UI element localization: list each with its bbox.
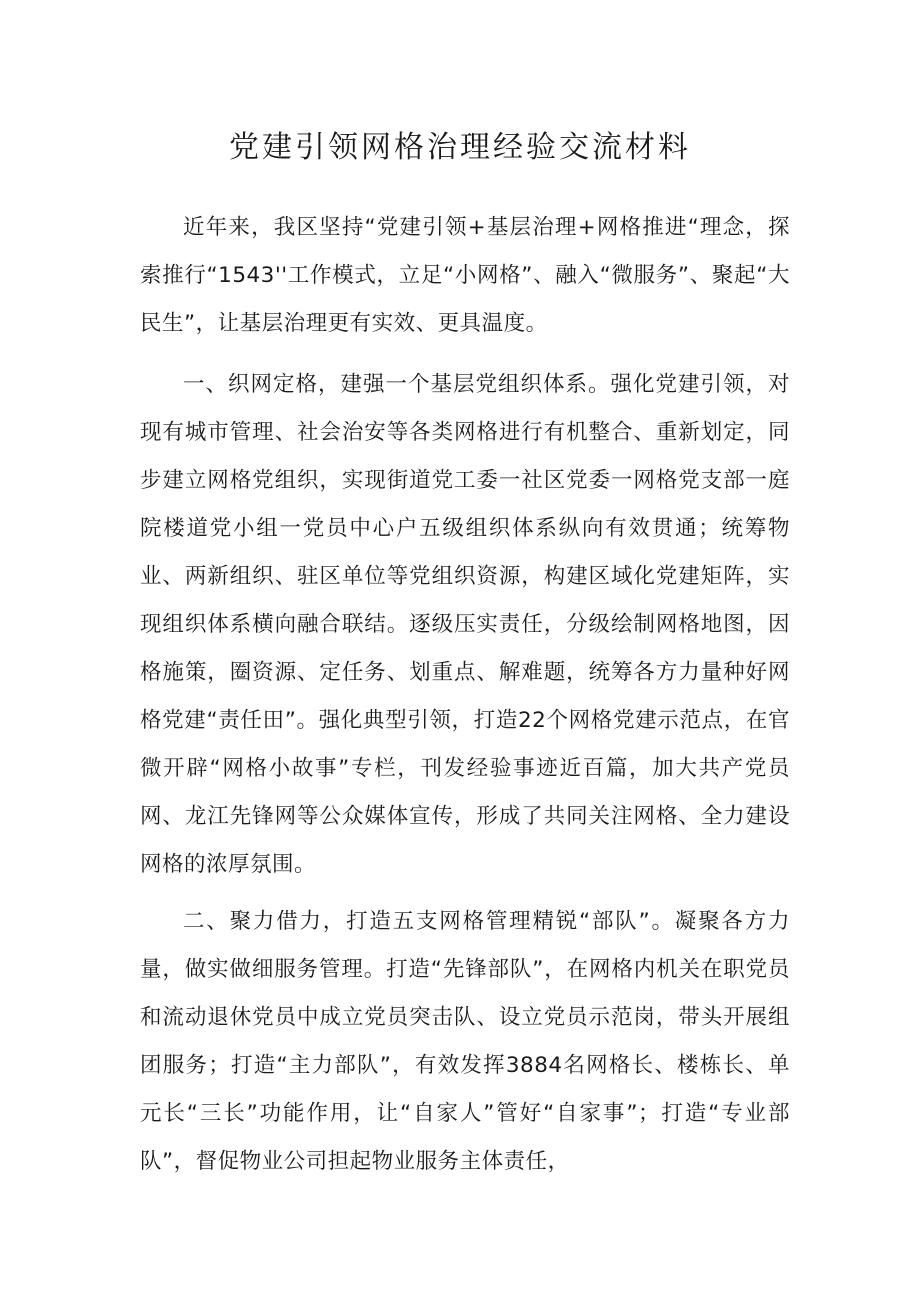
paragraph-section-one: 一、织网定格，建强一个基层党组织体系。强化党建引领，对现有城市管理、社会治安等各类网格进行有机整合、重新划定，同步建立网格党组织，实现街道党工委一社区党委一网格党支部一庭院楼道党小组一党员中心户五级组织体系纵向有效贯通；统筹物业、两新组织、驻区单位等党组织资源，构建区域化党建矩阵，实现组织体系横向融合联结。逐级压实责任，分级绘制网格地图，因格施策，圈资源、定任务、划重点、解难题，统筹各方力量种好网格党建“责任田”。强化典型引领，打造22个网格党建示范点，在官微开辟“网格小故事”专栏，刊发经验事迹近百篇，加大共产党员网、龙江先锋网等公众媒体宣传，形成了共同关注网格、全力建设网格的浓厚氛围。 — [140, 372, 790, 877]
paragraph-intro: 近年来，我区坚持“党建引领+基层治理+网格推进“理念，探索推行“1543''工作模式，立足“小网格”、融入“微服务”、聚起“大民生”，让基层治理更有实效、更具温度。 — [140, 215, 790, 336]
paragraph-section-two: 二、聚力借力，打造五支网格管理精锐“部队”。凝聚各方力量，做实做细服务管理。打造“先锋部队”，在网格内机关在职党员和流动退休党员中成立党员突击队、设立党员示范岗，带头开展组团服务；打造“主力部队”，有效发挥3884名网格长、楼栋长、单元长“三长”功能作用，让“自家人”管好“自家事”；打造“专业部队”，督促物业公司担起物业服务主体责任， — [140, 909, 790, 1174]
document-title: 党建引领网格治理经验交流材料 — [229, 130, 691, 165]
